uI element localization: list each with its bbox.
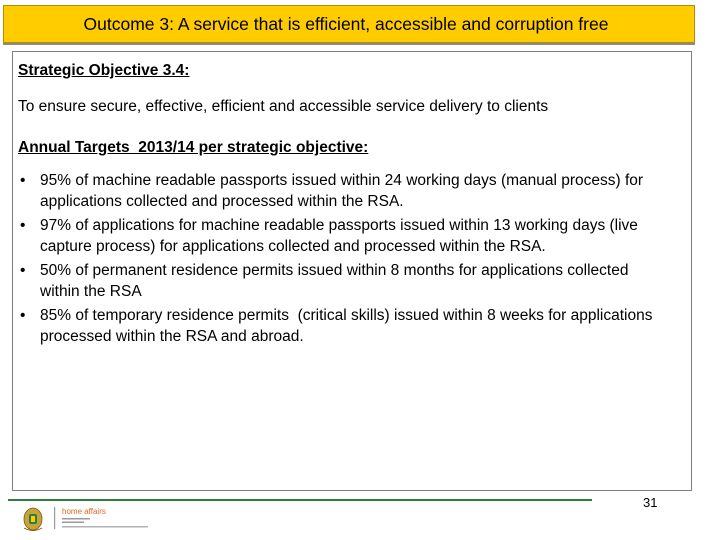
bullet-icon: •: [20, 262, 26, 279]
target-text: 97% of applications for machine readable passports issued within 13 working days (live capture process) for applications collected and processed within the RSA.: [40, 217, 643, 255]
strategic-objective-heading: Strategic Objective 3.4:: [18, 62, 190, 79]
bullet-icon: •: [20, 217, 26, 234]
bullet-icon: •: [20, 307, 26, 324]
slide-title-bar: [3, 5, 695, 43]
target-item: [18, 170, 668, 212]
strategic-objective-text: To ensure secure, effective, efficient and accessible service delivery to clients: [18, 98, 549, 115]
target-item: [18, 260, 668, 302]
bullet-icon: •: [20, 172, 26, 189]
target-text: 50% of permanent residence permits issued within 8 months for applications collected within the RSA: [40, 262, 633, 300]
home-affairs-logo: [20, 503, 150, 533]
annual-targets-heading: Annual Targets 2013/14 per strategic objective:: [18, 139, 369, 156]
target-text: 95% of machine readable passports issued within 24 working days (manual process) for applications collected and processed within the RSA.: [40, 172, 648, 210]
target-item: [18, 305, 668, 347]
coat-of-arms-icon: [20, 503, 150, 533]
page-number: 31: [643, 495, 658, 510]
target-text: 85% of temporary residence permits (critical skills) issued within 8 weeks for applications processed within the RSA and abroad.: [40, 307, 657, 345]
slide-title: Outcome 3: A service that is efficient, accessible and corruption free: [83, 13, 609, 34]
title-bar-shadow: [3, 43, 695, 45]
logo-brand-text: home affairs: [62, 507, 106, 516]
footer-divider: [8, 499, 592, 501]
annual-targets-list: [18, 170, 668, 350]
target-item: [18, 215, 668, 257]
